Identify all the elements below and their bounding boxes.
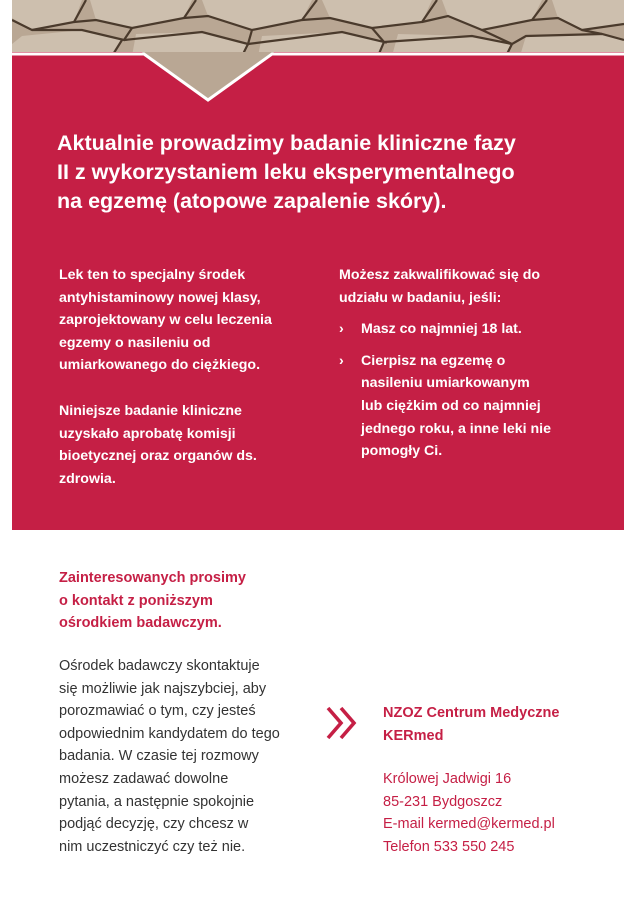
text-line: Lek ten to specjalny środek [59, 267, 246, 283]
cracked-earth-image [12, 0, 624, 56]
text-line: zdrowia. [59, 470, 116, 487]
text-line: ośrodkiem badawczym. [59, 615, 222, 631]
text-line: egzemy o nasileniu od [59, 334, 211, 351]
text-line: porozmawiać o tym, czy jesteś [59, 703, 256, 720]
chevron-right-icon: › [339, 321, 344, 338]
text-line: umiarkowanego do ciężkiego. [59, 357, 261, 374]
text-line: Cierpisz na egzemę o [361, 352, 506, 369]
text-line: pomogły Ci. [361, 443, 443, 460]
eligibility-list [339, 318, 589, 463]
double-chevron-right-icon [325, 705, 359, 741]
contact-heading [59, 567, 309, 635]
text-line: bioetycznej oraz organów ds. [59, 448, 257, 465]
research-center-name [383, 702, 613, 747]
header-notch-divider [12, 52, 624, 112]
drug-paragraph [59, 264, 309, 377]
phone-contact[interactable]: Telefon 533 550 245 [383, 838, 515, 855]
text-line: KERmed [383, 727, 444, 744]
chevron-right-icon: › [339, 352, 344, 369]
header-photo [12, 0, 624, 56]
text-line: możesz zadawać dowolne [59, 770, 229, 787]
text-line: Możesz zakwalifikować się do [339, 267, 541, 283]
approval-paragraph [59, 400, 309, 490]
text-line: się możliwie jak najszybciej, aby [59, 680, 267, 697]
text-line: Masz co najmniej 18 lat. [361, 321, 522, 338]
headline-line: Aktualnie prowadzimy badanie kliniczne fazy [57, 131, 516, 155]
eligibility-criteria [339, 264, 589, 472]
text-line: odpowiednim kandydatem do tego [59, 725, 280, 742]
street-address: Królowej Jadwigi 16 [383, 771, 512, 787]
headline [57, 129, 597, 216]
list-item [339, 350, 589, 463]
text-line: NZOZ Centrum Medyczne [383, 705, 560, 721]
email-contact[interactable]: E-mail kermed@kermed.pl [383, 816, 555, 833]
text-line: Zainteresowanych prosimy [59, 570, 246, 586]
research-center-address [383, 768, 613, 858]
text-line: pytania, a następnie spokojnie [59, 793, 255, 810]
text-line: antyhistaminowy nowej klasy, [59, 289, 261, 306]
list-item [339, 318, 589, 341]
postal-city: 85-231 Bydgoszcz [383, 793, 503, 810]
headline-line: II z wykorzystaniem leku eksperymentalnego [57, 160, 515, 184]
text-line: badania. W czasie tej rozmowy [59, 748, 259, 765]
text-line: lub ciężkim od co najmniej [361, 397, 541, 414]
text-line: jednego roku, a inne leki nie [361, 420, 552, 437]
text-line: nim uczestniczyć czy też nie. [59, 838, 246, 855]
text-line: o kontakt z poniższym [59, 592, 213, 609]
headline-line: na egzemę (atopowe zapalenie skóry). [57, 189, 447, 213]
contact-body [59, 655, 309, 858]
text-line: zaprojektowany w celu leczenia [59, 312, 272, 329]
text-line: udziału w badaniu, jeśli: [339, 289, 502, 306]
text-line: Niniejsze badanie kliniczne [59, 402, 242, 419]
eligibility-intro [339, 264, 589, 309]
text-line: uzyskało aprobatę komisji [59, 425, 236, 442]
text-line: Ośrodek badawczy skontaktuje [59, 658, 260, 674]
text-line: podjąć decyzję, czy chcesz w [59, 816, 249, 833]
text-line: nasileniu umiarkowanym [361, 375, 530, 392]
drug-description [59, 264, 309, 513]
